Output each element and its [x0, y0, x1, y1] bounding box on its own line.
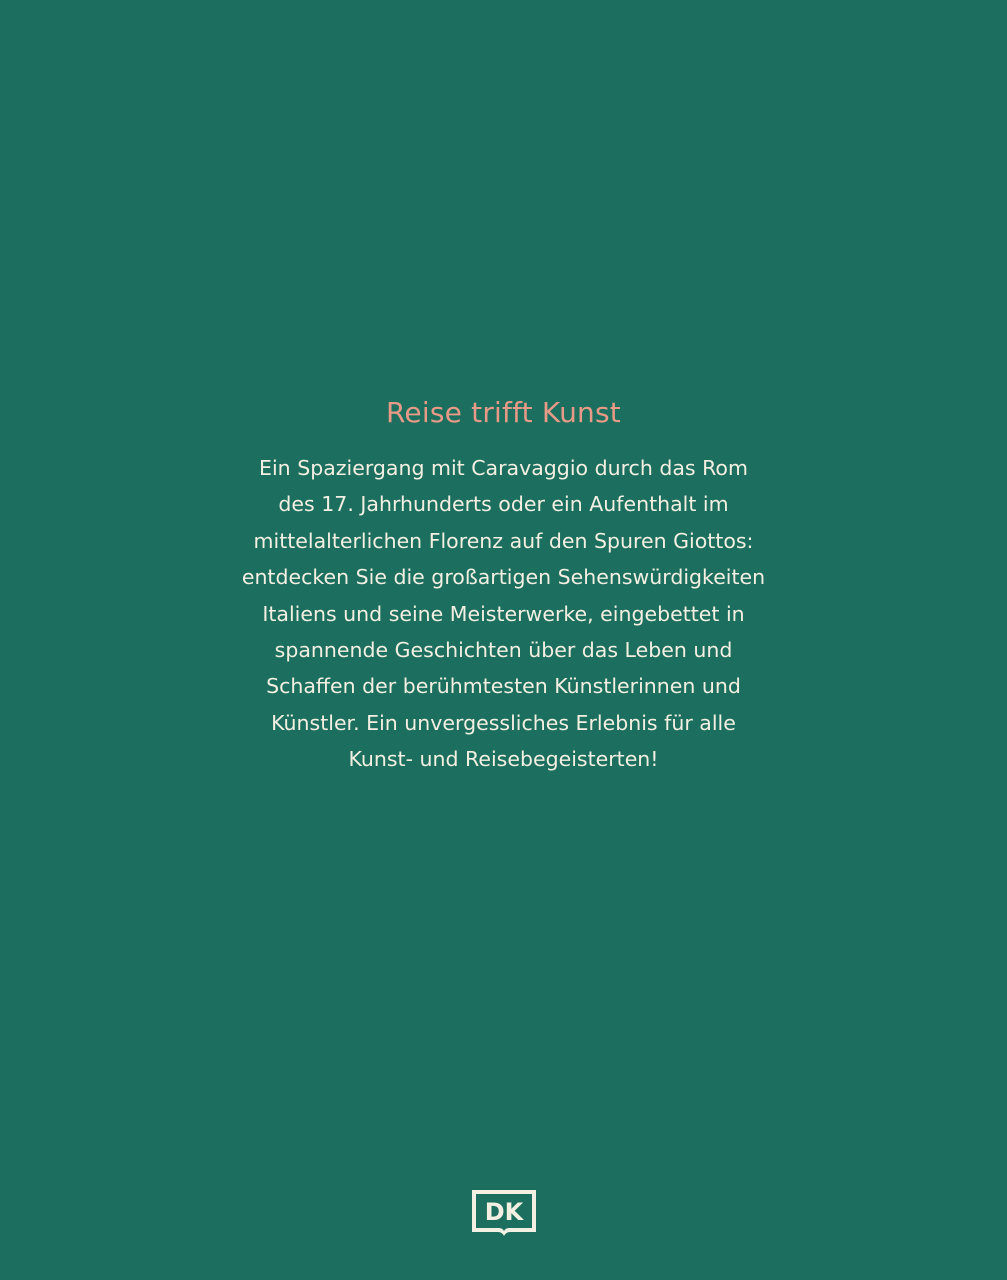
blurb-line: Kunst- und Reisebegeisterten!: [348, 747, 659, 772]
blurb-line: entdecken Sie die großartigen Sehenswürdigkeiten: [241, 565, 766, 590]
dk-logo: [470, 1188, 538, 1240]
blurb-line: spannende Geschichten über das Leben und: [274, 638, 733, 663]
blurb-line: Ein Spaziergang mit Caravaggio durch das Rom: [259, 456, 748, 480]
dk-logo-icon: [470, 1188, 538, 1240]
blurb-line: Künstler. Ein unvergessliches Erlebnis für alle: [271, 710, 736, 735]
blurb-line: Italiens und seine Meisterwerke, eingebettet in: [262, 601, 745, 626]
headline: Reise trifft Kunst: [386, 396, 621, 429]
blurb-line: des 17. Jahrhunderts oder ein Aufenthalt im: [278, 492, 729, 517]
blurb-line: Schaffen der berühmtesten Künstlerinnen und: [266, 674, 741, 699]
blurb-line: mittelalterlichen Florenz auf den Spuren Giottos:: [253, 528, 754, 553]
blurb-text: [0, 450, 1007, 778]
logo-lettering: DK: [484, 1198, 524, 1226]
